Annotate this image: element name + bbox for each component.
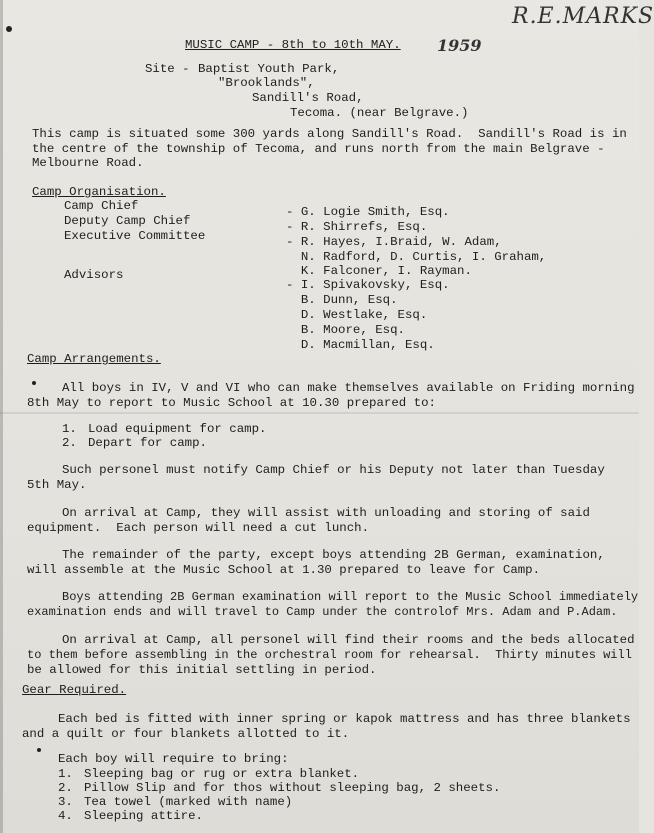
arrangements-para-5-line: Boys attending 2B German examination will report to the Music School immediately [62, 590, 639, 604]
org-names: - R. Hayes, I.Braid, W. Adam, [286, 235, 502, 249]
arrangements-para-2-line: 5th May. [27, 478, 87, 492]
arrangements-para-4-line: The remainder of the party, except boys attending 2B German, examination, [62, 548, 605, 562]
site-line-4: Tecoma. (near Belgrave.) [290, 106, 469, 120]
page-title: MUSIC CAMP - 8th to 10th MAY. [185, 38, 401, 52]
org-names: B. Dunn, Esq. [286, 293, 398, 307]
org-names: D. Westlake, Esq. [286, 308, 428, 322]
org-names: - I. Spivakovsky, Esq. [286, 278, 450, 292]
section-heading-arrangements: Camp Arrangements. [27, 352, 161, 366]
arrangements-para-1-line: 8th May to report to Music School at 10.30 prepared to: [27, 396, 436, 410]
intro-line: This camp is situated some 300 yards along Sandill's Road. Sandill's Road is in [32, 127, 627, 141]
arrangements-list-item: Load equipment for camp. [88, 422, 267, 436]
arrangements-list-number: 2. [62, 436, 77, 450]
gear-para-line: Each bed is fitted with inner spring or kapok mattress and has three blankets [58, 712, 631, 726]
intro-line: Melbourne Road. [32, 156, 144, 170]
section-heading-gear: Gear Required. [22, 683, 127, 697]
gear-list-intro: Each boy will require to bring: [58, 752, 289, 766]
ink-blot [6, 26, 12, 32]
intro-line: the centre of the township of Tecoma, and runs north from the main Belgrave - [32, 142, 605, 156]
org-role: Executive Committee [64, 229, 206, 243]
arrangements-para-5-line: examination ends and will travel to Camp under the controlof Mrs. Adam and P.Adam. [27, 605, 618, 619]
arrangements-list-number: 1. [62, 422, 77, 436]
gear-list-number: 3. [58, 795, 73, 809]
site-line-2: "Brooklands", [218, 76, 315, 90]
section-heading-organisation: Camp Organisation. [32, 185, 166, 199]
arrangements-para-1-line: All boys in IV, V and VI who can make themselves available on Friding morning [62, 381, 635, 395]
gear-list-number: 1. [58, 767, 73, 781]
arrangements-para-2-line: Such personel must notify Camp Chief or his Deputy not later than Tuesday [62, 463, 605, 477]
org-names: K. Falconer, I. Rayman. [286, 264, 472, 278]
arrangements-para-3-line: On arrival at Camp, they will assist with unloading and storing of said [62, 506, 590, 520]
gear-list-item: Sleeping attire. [84, 809, 203, 823]
org-role: Advisors [64, 268, 124, 282]
arrangements-list-item: Depart for camp. [88, 436, 207, 450]
arrangements-para-3-line: equipment. Each person will need a cut lunch. [27, 521, 370, 535]
site-line-3: Sandill's Road, [252, 91, 364, 105]
gear-list-number: 4. [58, 809, 73, 823]
gear-list-item: Pillow Slip and for thos without sleeping bag, 2 sheets. [84, 781, 501, 795]
org-names: D. Macmillan, Esq. [286, 338, 435, 352]
gear-list-item: Tea towel (marked with name) [84, 795, 293, 809]
ink-blot [37, 748, 41, 752]
arrangements-para-6-line: to them before assembling in the orchestral room for rehearsal. Thirty minutes will [27, 648, 632, 662]
arrangements-para-6-line: On arrival at Camp, all personel will find their rooms and the beds allocated [62, 633, 635, 647]
left-edge-shadow [0, 0, 3, 833]
org-names: N. Radford, D. Curtis, I. Graham, [286, 250, 547, 264]
gear-list-number: 2. [58, 781, 73, 795]
org-role: Camp Chief [64, 199, 139, 213]
handwritten-name: R.E.MARKS [512, 4, 654, 29]
arrangements-para-6-line: be allowed for this initial settling in period. [27, 663, 377, 677]
arrangements-para-4-line: will assemble at the Music School at 1.30 prepared to leave for Camp. [27, 563, 541, 577]
handwritten-year: 1959 [437, 36, 482, 55]
fold-crease [0, 412, 639, 414]
org-names: - G. Logie Smith, Esq. [286, 205, 450, 219]
gear-list-item: Sleeping bag or rug or extra blanket. [84, 767, 360, 781]
org-role: Deputy Camp Chief [64, 214, 191, 228]
site-label: Site - [145, 62, 190, 76]
ink-blot [32, 381, 36, 385]
site-line-1: Baptist Youth Park, [198, 62, 340, 76]
org-names: - R. Shirrefs, Esq. [286, 220, 428, 234]
org-names: B. Moore, Esq. [286, 323, 405, 337]
gear-para-line: and a quilt or four blankets allotted to it. [22, 727, 350, 741]
